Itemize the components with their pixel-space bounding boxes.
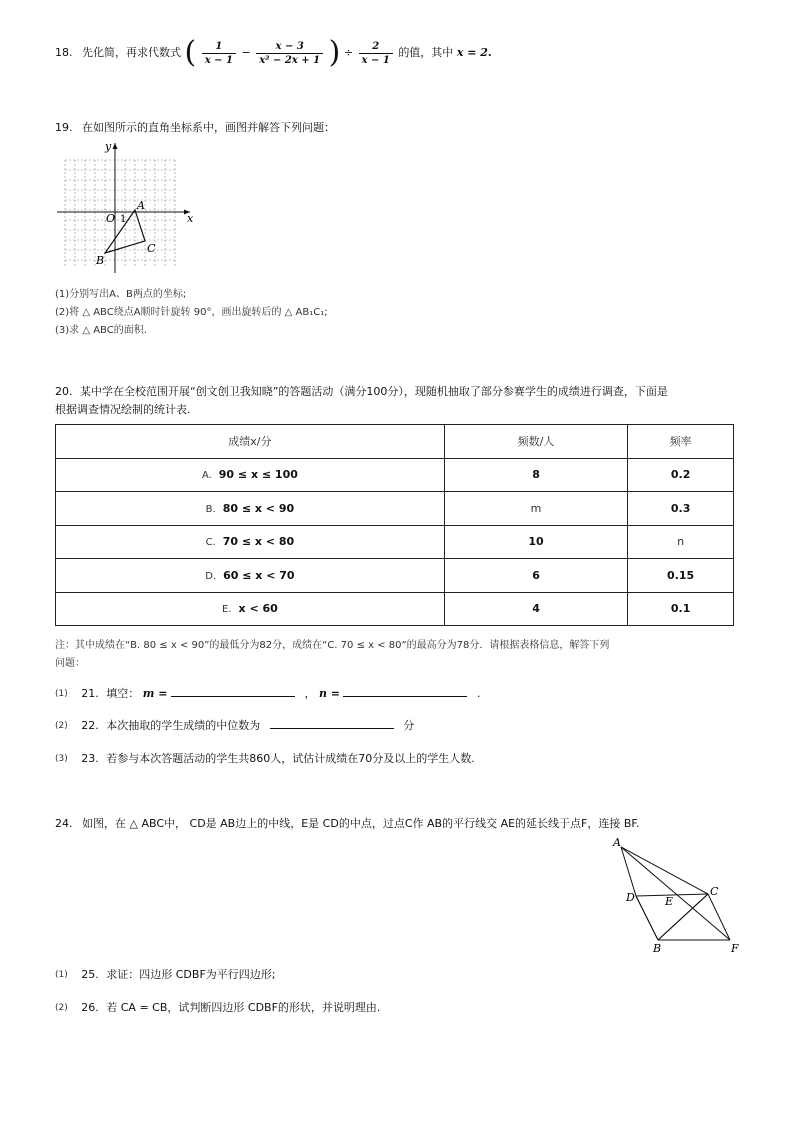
table-cell-freq: m [444,492,627,526]
fraction-3 [359,40,393,67]
sub-text: 求证：四边形 CDBF为平行四边形; [106,968,276,981]
right-paren: ) [328,35,341,70]
table-cell-rate: 0.2 [628,458,734,492]
question-number: 18. [55,46,73,59]
question-text-line1: 某中学在全校范围开展“创文创卫我知晓”的答题活动（满分100分），现随机抽取了部分参赛学生的成绩进行调查，下面是 [80,385,668,398]
point-f-label: F [731,942,739,955]
answer-blank-median[interactable] [270,717,394,729]
sub-question-21 [55,683,480,705]
table-cell-range: D. 60 ≤ x < 70 [56,559,445,593]
grid-lines [65,160,175,266]
fraction-denominator: x − 1 [361,54,390,66]
left-paren: ( [184,35,197,70]
answer-blank-m[interactable] [171,685,295,697]
sub-question-25 [55,964,275,986]
fraction-denominator: x − 1 [204,54,233,66]
point-b-label: B [96,254,105,267]
table-header: 频数/人 [444,425,627,459]
origin-label: O [106,212,116,225]
table-cell-rate: n [628,525,734,559]
question-number: 24. [55,817,73,830]
sub-question-22 [55,715,414,737]
minus-sign: − [241,46,251,59]
fraction-1 [202,40,236,67]
table-header-row [56,425,734,459]
sub-question-23 [55,748,475,770]
separator: ， [304,687,316,700]
point-a-label: A [613,836,621,849]
divide-sign: ÷ [343,46,354,59]
sub-tag: (1) [55,689,68,699]
question-text: 在如图所示的直角坐标系中，画图并解答下列问题： [82,121,335,134]
point-c-label: C [710,885,719,898]
table-header: 成绩x/分 [56,425,445,459]
parallelogram-figure [605,833,745,958]
table-cell-freq: 8 [444,458,627,492]
q19-item-1: (1)分别写出A、B两点的坐标; [55,289,187,300]
statistics-table [55,424,734,626]
fraction-numerator: 1 [202,40,236,54]
question-20 [55,383,668,399]
sub-text: 本次抽取的学生成绩的中位数为 [106,719,261,732]
question-24 [55,815,639,831]
table-row [56,492,734,526]
point-e-label: E [665,895,674,908]
table-note-line2: 问题： [55,658,85,669]
condition: x = 2. [456,46,492,59]
fraction-numerator: 2 [359,40,393,54]
table-cell-freq: 4 [444,592,627,626]
table-cell-freq: 10 [444,525,627,559]
q19-item-3: (3)求 △ ABC的面积. [55,325,147,336]
sub-number: 26. [81,1001,99,1014]
sub-text: 若参与本次答题活动的学生共860人，试估计成绩在70分及以上的学生人数. [106,752,475,765]
fraction-numerator: x − 3 [256,40,323,54]
sub-question-26 [55,997,380,1019]
point-b-label: B [653,942,662,955]
sub-number: 22. [81,719,99,732]
x-axis-label: x [187,212,194,225]
question-number: 20. [55,385,73,398]
question-text-after: 的值，其中 [398,46,454,59]
q19-item-2: (2)将 △ ABC绕点A顺时针旋转 90°，画出旋转后的 △ AB₁C₁; [55,307,328,318]
coordinate-grid-figure [55,140,200,275]
y-axis-label: y [105,140,112,153]
sub-tag: (1) [55,970,68,980]
end-mark: . [476,687,481,700]
sub-tag: (2) [55,721,68,731]
table-cell-rate: 0.15 [628,559,734,593]
table-row [56,559,734,593]
table-cell-range: C. 70 ≤ x < 80 [56,525,445,559]
question-text: 如图，在 △ ABC中， CD是 AB边上的中线，E是 CD的中点，过点C作 AB的平行线交 AE的延长线于点F，连接 BF. [82,817,640,830]
table-note-line1: 注：其中成绩在“B. 80 ≤ x < 90”的最低分为82分，成绩在“C. 70 ≤ x < 80”的最高分为78分．请根据表格信息，解答下列 [55,640,610,651]
var-m: m = [142,687,168,700]
sub-number: 25. [81,968,99,981]
point-a-label: A [137,199,145,212]
table-row [56,458,734,492]
sub-text: 若 CA = CB，试判断四边形 CDBF的形状，并说明理由. [106,1001,381,1014]
table-cell-range: B. 80 ≤ x < 90 [56,492,445,526]
table-row [56,525,734,559]
point-c-label: C [147,242,156,255]
unit: 分 [403,719,415,732]
sub-tag: (2) [55,1003,68,1013]
table-cell-rate: 0.3 [628,492,734,526]
question-number: 19. [55,121,73,134]
sub-text: 填空： [106,687,140,700]
question-text: 先化简，再求代数式 [82,46,181,59]
table-cell-range: A. 90 ≤ x ≤ 100 [56,458,445,492]
var-n: n = [318,687,340,700]
question-19 [55,119,335,135]
question-18 [55,33,492,73]
fraction-denominator: x² − 2x + 1 [259,54,321,66]
table-cell-rate: 0.1 [628,592,734,626]
table-cell-freq: 6 [444,559,627,593]
unit-label: 1 [120,214,127,225]
question-20-line2: 根据调查情况绘制的统计表. [55,403,191,416]
table-header: 频率 [628,425,734,459]
sub-tag: (3) [55,754,68,764]
table-cell-range: E. x < 60 [56,592,445,626]
sub-number: 21. [81,687,99,700]
table-row [56,592,734,626]
y-axis-arrow-icon [113,143,118,149]
point-d-label: D [626,891,635,904]
sub-number: 23. [81,752,99,765]
fraction-2 [256,40,323,67]
answer-blank-n[interactable] [343,685,467,697]
